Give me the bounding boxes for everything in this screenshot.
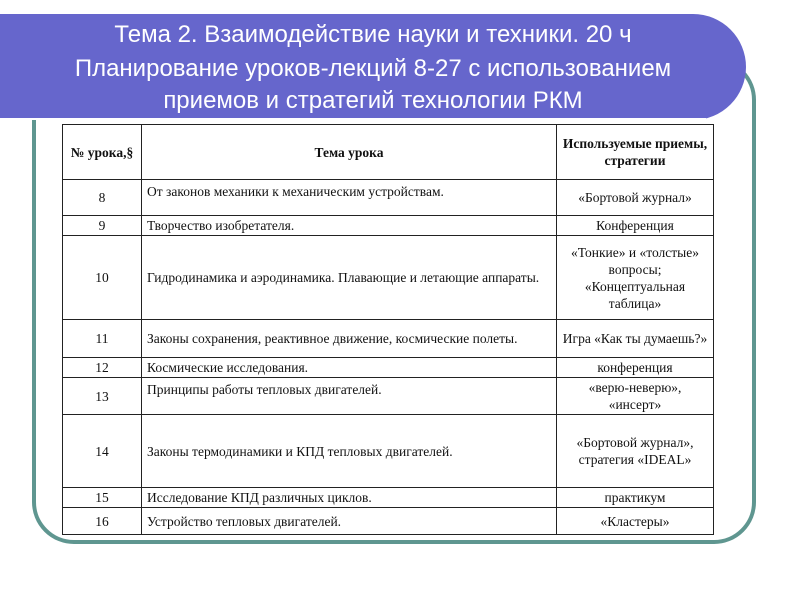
lesson-strategy: практикум xyxy=(557,488,714,508)
lesson-number: 16 xyxy=(63,508,142,535)
lesson-strategy: «Бортовой журнал», стратегия «IDEAL» xyxy=(557,415,714,488)
lesson-number: 14 xyxy=(63,415,142,488)
lesson-number: 10 xyxy=(63,236,142,320)
title-banner xyxy=(0,14,746,120)
lesson-topic: Гидродинамика и аэродинамика. Плавающие и летающие аппараты. xyxy=(142,236,557,320)
table-row xyxy=(63,508,714,535)
table-header-row xyxy=(63,125,714,180)
title-line-1: Тема 2. Взаимодействие науки и техники. 20 ч xyxy=(114,21,632,48)
table-row xyxy=(63,180,714,216)
lesson-topic: Исследование КПД различных циклов. xyxy=(142,488,557,508)
table-row xyxy=(63,488,714,508)
lesson-topic: Устройство тепловых двигателей. xyxy=(142,508,557,535)
lesson-strategy: «Бортовой журнал» xyxy=(557,180,714,216)
lesson-number: 15 xyxy=(63,488,142,508)
title-underline xyxy=(0,118,706,120)
header-strategy: Используемые приемы, стратегии xyxy=(557,125,714,180)
table-row xyxy=(63,216,714,236)
lesson-number: 9 xyxy=(63,216,142,236)
lesson-topic: Творчество изобретателя. xyxy=(142,216,557,236)
lesson-strategy: «верю-неверю», «инсерт» xyxy=(557,378,714,415)
table-row xyxy=(63,378,714,415)
lesson-strategy: «Тонкие» и «толстые» вопросы; «Концептуальная таблица» xyxy=(557,236,714,320)
title-line-3: приемов и стратегий технологии РКМ xyxy=(163,87,583,114)
lesson-strategy: конференция xyxy=(557,358,714,378)
lesson-topic: Принципы работы тепловых двигателей. xyxy=(142,378,557,415)
table-row xyxy=(63,358,714,378)
lesson-strategy: Конференция xyxy=(557,216,714,236)
header-topic: Тема урока xyxy=(142,125,557,180)
lesson-strategy: Игра «Как ты думаешь?» xyxy=(557,320,714,358)
lesson-topic: Законы сохранения, реактивное движение, космические полеты. xyxy=(142,320,557,358)
lesson-strategy: «Кластеры» xyxy=(557,508,714,535)
table-row xyxy=(63,320,714,358)
table-row xyxy=(63,236,714,320)
lesson-topic: Законы термодинамики и КПД тепловых двигателей. xyxy=(142,415,557,488)
lesson-topic: Космические исследования. xyxy=(142,358,557,378)
lesson-number: 12 xyxy=(63,358,142,378)
lesson-number: 8 xyxy=(63,180,142,216)
title-line-2: Планирование уроков-лекций 8-27 с использованием xyxy=(74,55,672,82)
table-row xyxy=(63,415,714,488)
lesson-topic: От законов механики к механическим устройствам. xyxy=(142,180,557,216)
lesson-plan-table xyxy=(62,124,714,535)
header-number: № урока,§ xyxy=(63,125,142,180)
lesson-number: 11 xyxy=(63,320,142,358)
lesson-number: 13 xyxy=(63,378,142,415)
